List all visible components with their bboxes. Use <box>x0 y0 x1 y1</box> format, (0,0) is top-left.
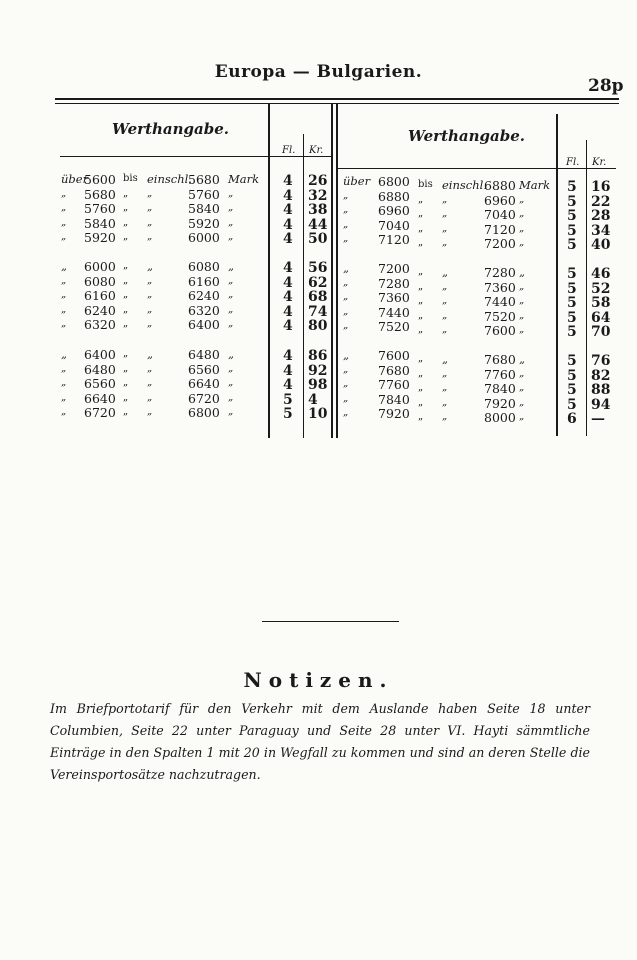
table-cell-to: 7920 <box>484 395 516 411</box>
table-cell-from: 6960 <box>378 203 410 218</box>
table-cell-fl: 4 <box>283 231 293 247</box>
table-cell-fl: 4 <box>283 303 293 320</box>
table-cell-fl: 4 <box>283 187 293 204</box>
table-cell-fl: 5 <box>283 406 293 422</box>
table-cell-mark: „ <box>228 362 234 374</box>
table-cell-incl: einschl. <box>147 172 192 186</box>
table-cell-from: 6720 <box>84 405 116 420</box>
table-cell-to: 5680 <box>188 172 220 187</box>
table-cell-mark: „ <box>519 309 525 321</box>
table-cell-kr: 74 <box>308 303 328 320</box>
col-divider <box>268 104 270 438</box>
table-cell-incl: „ <box>442 352 448 366</box>
table-cell-from: 6400 <box>84 347 116 362</box>
table-cell-over: „ <box>343 276 349 288</box>
table-cell-fl: 5 <box>567 193 577 210</box>
table-cell-kr: 44 <box>308 216 328 233</box>
table-cell-bis: „ <box>418 266 424 277</box>
table-cell-fl: 4 <box>283 377 293 393</box>
table-cell-to: 6880 <box>484 178 516 193</box>
table-cell-from: 7760 <box>378 377 410 392</box>
table-cell-fl: 5 <box>567 367 577 384</box>
table-cell-mark: „ <box>228 391 234 403</box>
table-cell-mark: „ <box>519 193 525 205</box>
table-cell-bis: „ <box>123 391 129 403</box>
table-cell-mark: „ <box>519 222 525 234</box>
table-cell-fl: 5 <box>567 266 577 282</box>
table-cell-kr: 68 <box>308 289 328 305</box>
table-cell-bis: „ <box>418 411 424 422</box>
table-cell-to: 6560 <box>188 361 220 377</box>
table-cell-bis: „ <box>418 367 424 379</box>
table-cell-mark: „ <box>228 318 234 329</box>
section-divider <box>262 621 399 622</box>
table-cell-incl: „ <box>147 289 153 300</box>
table-cell-to: 6320 <box>188 302 220 318</box>
table-cell-over: „ <box>61 216 67 228</box>
table-cell-incl: „ <box>442 411 448 422</box>
table-cell-incl: „ <box>442 396 448 408</box>
table-cell-incl: „ <box>442 265 448 279</box>
table-cell-kr: 52 <box>591 280 611 297</box>
table-cell-kr: 62 <box>308 274 328 291</box>
table-cell-kr: 22 <box>591 193 611 210</box>
table-cell-mark: „ <box>519 208 525 219</box>
table-cell-kr: 88 <box>591 382 611 398</box>
col-divider <box>586 140 587 436</box>
table-cell-kr: 70 <box>591 324 611 340</box>
table-cell-from: 6480 <box>84 361 116 377</box>
table-cell-fl: 5 <box>567 353 577 369</box>
table-cell-mark: „ <box>228 187 234 199</box>
table-cell-kr: 58 <box>591 295 611 311</box>
right-column-heading: Werthangabe. <box>408 127 525 145</box>
table-cell-from: 7520 <box>378 319 410 334</box>
table-cell-bis: „ <box>123 260 129 271</box>
table-cell-incl: „ <box>442 382 448 393</box>
table-cell-incl: „ <box>147 362 153 374</box>
table-cell-from: 5600 <box>84 172 116 187</box>
table-cell-over: „ <box>343 261 349 275</box>
table-cell-to: 6240 <box>188 288 220 303</box>
table-cell-over: „ <box>61 391 67 403</box>
table-cell-fl: 5 <box>567 324 577 340</box>
table-cell-mark: „ <box>519 352 525 366</box>
table-cell-mark: „ <box>519 367 525 379</box>
table-cell-fl: 4 <box>283 362 293 379</box>
table-cell-incl: „ <box>147 391 153 403</box>
table-cell-kr: 4 <box>308 391 318 408</box>
table-cell-fl: 4 <box>283 260 293 276</box>
table-cell-fl: 5 <box>567 237 577 253</box>
table-cell-kr: 28 <box>591 208 611 224</box>
table-cell-to: 8000 <box>484 410 516 425</box>
table-cell-mark: Mark <box>519 178 551 192</box>
table-top-rule <box>55 98 619 100</box>
table-cell-fl: 4 <box>283 202 293 218</box>
table-cell-incl: „ <box>147 231 153 242</box>
table-cell-to: 5760 <box>188 186 220 202</box>
table-cell-to: 7600 <box>484 323 516 338</box>
table-cell-kr: 38 <box>308 202 328 218</box>
table-cell-to: 6480 <box>188 347 220 362</box>
table-cell-over: „ <box>61 406 67 417</box>
table-cell-kr: 94 <box>591 396 611 413</box>
table-cell-mark: „ <box>519 280 525 292</box>
right-fl-heading: Fl. <box>566 157 580 168</box>
table-cell-bis: „ <box>418 193 424 205</box>
col-divider <box>303 134 304 438</box>
table-cell-kr: 98 <box>308 377 328 393</box>
table-cell-to: 7200 <box>484 236 516 251</box>
table-cell-bis: „ <box>418 309 424 321</box>
table-cell-mark: „ <box>228 377 234 388</box>
table-cell-from: 7600 <box>378 348 410 363</box>
table-cell-from: 5920 <box>84 230 116 245</box>
table-cell-bis: „ <box>418 237 424 248</box>
table-cell-incl: „ <box>147 318 153 329</box>
table-cell-from: 7840 <box>378 391 410 407</box>
table-cell-fl: 4 <box>283 289 293 305</box>
page-title: Europa — Bulgarien. <box>214 62 423 82</box>
table-cell-incl: „ <box>147 406 153 417</box>
table-header-rule-right <box>338 168 616 169</box>
table-cell-to: 6400 <box>188 317 220 332</box>
table-cell-kr: — <box>591 411 605 427</box>
table-cell-mark: „ <box>228 274 234 286</box>
table-cell-bis: „ <box>123 318 129 329</box>
table-cell-mark: „ <box>228 406 234 417</box>
table-cell-mark: Mark <box>228 172 260 186</box>
table-cell-over: „ <box>61 187 67 199</box>
right-kr-heading: Kr. <box>592 157 607 168</box>
table-cell-from: 5760 <box>84 201 116 216</box>
table-cell-from: 6000 <box>84 259 116 274</box>
table-header-rule <box>60 156 332 157</box>
table-cell-to: 7280 <box>484 265 516 280</box>
table-cell-bis: „ <box>418 324 424 335</box>
table-cell-mark: „ <box>519 411 525 422</box>
table-cell-over: „ <box>61 318 67 329</box>
table-cell-over: „ <box>61 289 67 300</box>
table-cell-incl: „ <box>442 324 448 335</box>
table-cell-mark: „ <box>228 231 234 242</box>
table-cell-bis: „ <box>123 289 129 300</box>
table-cell-bis: „ <box>123 231 129 242</box>
table-center-divider <box>331 104 333 438</box>
table-cell-from: 6320 <box>84 317 116 332</box>
table-cell-kr: 46 <box>591 266 611 282</box>
table-cell-to: 5840 <box>188 201 220 216</box>
table-cell-incl: „ <box>442 309 448 321</box>
table-cell-to: 7760 <box>484 366 516 382</box>
table-cell-bis: „ <box>123 187 129 199</box>
table-cell-incl: „ <box>147 187 153 199</box>
table-cell-fl: 5 <box>567 179 577 195</box>
table-cell-incl: „ <box>442 237 448 248</box>
table-cell-incl: „ <box>442 193 448 205</box>
table-cell-mark: „ <box>228 289 234 300</box>
table-cell-kr: 92 <box>308 362 328 379</box>
table-cell-bis: „ <box>418 396 424 408</box>
table-cell-incl: „ <box>147 216 153 228</box>
table-cell-to: 6640 <box>188 376 220 391</box>
table-cell-over: „ <box>343 204 349 215</box>
table-cell-fl: 5 <box>567 222 577 239</box>
page-number: 28p <box>588 76 624 96</box>
table-cell-mark: „ <box>228 303 234 315</box>
table-cell-from: 6240 <box>84 302 116 318</box>
table-cell-mark: „ <box>228 259 234 273</box>
table-cell-bis: bis <box>418 179 433 190</box>
table-cell-over: „ <box>343 218 349 230</box>
table-cell-incl: „ <box>147 202 153 213</box>
table-cell-kr: 80 <box>308 318 328 334</box>
table-cell-bis: „ <box>123 406 129 417</box>
table-cell-kr: 34 <box>591 222 611 239</box>
table-cell-from: 7200 <box>378 261 410 276</box>
table-cell-incl: „ <box>147 377 153 388</box>
table-cell-from: 6640 <box>84 390 116 406</box>
table-cell-bis: „ <box>418 353 424 364</box>
table-cell-bis: „ <box>123 303 129 315</box>
table-cell-over: „ <box>61 362 67 374</box>
table-cell-from: 6080 <box>84 273 116 289</box>
table-cell-from: 5680 <box>84 186 116 202</box>
table-cell-to: 7520 <box>484 308 516 324</box>
table-cell-kr: 10 <box>308 406 328 422</box>
table-cell-over: „ <box>61 377 67 388</box>
table-cell-to: 7840 <box>484 381 516 396</box>
table-cell-kr: 50 <box>308 231 328 247</box>
table-cell-over: „ <box>61 231 67 242</box>
table-cell-incl: „ <box>442 295 448 306</box>
table-cell-over: „ <box>343 320 349 331</box>
table-cell-over: „ <box>343 348 349 362</box>
table-cell-bis: „ <box>123 362 129 374</box>
table-cell-from: 7120 <box>378 232 410 247</box>
table-cell-from: 6560 <box>84 376 116 391</box>
table-cell-from: 5840 <box>84 215 116 231</box>
table-cell-over: „ <box>343 378 349 389</box>
table-cell-fl: 4 <box>283 216 293 233</box>
table-cell-incl: „ <box>147 259 153 273</box>
table-cell-kr: 32 <box>308 187 328 204</box>
table-cell-over: „ <box>61 202 67 213</box>
table-cell-kr: 76 <box>591 353 611 369</box>
table-cell-over: „ <box>61 259 67 273</box>
table-cell-mark: „ <box>519 237 525 248</box>
table-cell-fl: 4 <box>283 173 293 189</box>
table-cell-fl: 5 <box>567 396 577 413</box>
table-cell-kr: 40 <box>591 237 611 253</box>
table-cell-over: über <box>61 172 89 186</box>
table-cell-incl: „ <box>147 347 153 361</box>
notes-text: Im Briefportotarif für den Verkehr mit dem Auslande haben Seite 18 unter Columbien, Seite 22 unter Paraguay und Seite 28 unter VI. Hayti sämmtliche Einträge in den Spalten 1 mit 20 in Wegfall zu kommen und sind an deren Stelle die Vereinsportosätze nachzutragen. <box>50 701 590 782</box>
table-cell-over: „ <box>61 274 67 286</box>
table-cell-bis: „ <box>123 216 129 228</box>
table-cell-mark: „ <box>519 396 525 408</box>
table-cell-to: 6960 <box>484 192 516 208</box>
table-cell-kr: 26 <box>308 173 328 189</box>
table-cell-kr: 64 <box>591 309 611 326</box>
left-fl-heading: Fl. <box>282 145 296 156</box>
table-cell-from: 7280 <box>378 275 410 291</box>
table-cell-bis: „ <box>418 382 424 393</box>
table-cell-over: „ <box>343 392 349 404</box>
table-cell-incl: „ <box>147 274 153 286</box>
table-cell-from: 7920 <box>378 406 410 421</box>
table-cell-fl: 5 <box>567 382 577 398</box>
table-cell-fl: 5 <box>567 208 577 224</box>
table-cell-fl: 4 <box>283 318 293 334</box>
table-cell-fl: 5 <box>567 295 577 311</box>
table-cell-bis: „ <box>123 274 129 286</box>
table-cell-bis: „ <box>123 202 129 213</box>
table-cell-bis: „ <box>123 348 129 359</box>
table-cell-mark: „ <box>519 265 525 279</box>
table-cell-fl: 6 <box>567 411 577 427</box>
table-cell-fl: 5 <box>567 280 577 297</box>
table-cell-over: „ <box>61 303 67 315</box>
table-cell-incl: einschl. <box>442 178 487 192</box>
table-cell-mark: „ <box>519 324 525 335</box>
table-cell-to: 6000 <box>188 230 220 245</box>
table-cell-incl: „ <box>442 222 448 234</box>
table-cell-incl: „ <box>147 303 153 315</box>
table-cell-over: „ <box>343 407 349 418</box>
table-cell-incl: „ <box>442 367 448 379</box>
table-cell-to: 5920 <box>188 215 220 231</box>
table-cell-kr: 56 <box>308 260 328 276</box>
table-cell-from: 7040 <box>378 217 410 233</box>
table-cell-mark: „ <box>228 216 234 228</box>
table-cell-mark: „ <box>519 382 525 393</box>
table-cell-to: 6080 <box>188 259 220 274</box>
table-cell-fl: 5 <box>567 309 577 326</box>
table-cell-to: 7120 <box>484 221 516 237</box>
table-cell-fl: 5 <box>283 391 293 408</box>
table-cell-mark: „ <box>228 347 234 361</box>
table-cell-to: 6160 <box>188 273 220 289</box>
col-divider <box>556 114 558 436</box>
table-cell-from: 7360 <box>378 290 410 305</box>
table-cell-over: „ <box>343 363 349 375</box>
table-cell-from: 6880 <box>378 188 410 204</box>
table-cell-kr: 86 <box>308 348 328 364</box>
table-cell-fl: 4 <box>283 274 293 291</box>
table-cell-from: 7440 <box>378 304 410 320</box>
table-cell-over: über <box>343 174 371 188</box>
left-column-heading: Werthangabe. <box>112 120 229 138</box>
table-cell-incl: „ <box>442 208 448 219</box>
table-cell-mark: „ <box>228 202 234 213</box>
table-cell-kr: 16 <box>591 179 611 195</box>
table-cell-bis: bis <box>123 173 138 184</box>
table-cell-mark: „ <box>519 295 525 306</box>
table-cell-bis: „ <box>418 208 424 219</box>
table-cell-from: 6160 <box>84 288 116 303</box>
table-cell-over: „ <box>343 233 349 244</box>
table-cell-bis: „ <box>418 280 424 292</box>
table-cell-over: „ <box>343 291 349 302</box>
table-cell-to: 7680 <box>484 352 516 367</box>
table-cell-over: „ <box>343 189 349 201</box>
table-center-divider <box>336 104 338 438</box>
notes-title: Notizen. <box>243 668 394 692</box>
table-cell-over: „ <box>343 305 349 317</box>
table-cell-incl: „ <box>442 280 448 292</box>
table-cell-from: 7680 <box>378 362 410 378</box>
table-cell-fl: 4 <box>283 348 293 364</box>
table-cell-bis: „ <box>418 222 424 234</box>
table-cell-kr: 82 <box>591 367 611 384</box>
table-cell-bis: „ <box>418 295 424 306</box>
table-cell-bis: „ <box>123 377 129 388</box>
table-cell-to: 7040 <box>484 207 516 222</box>
table-cell-to: 6800 <box>188 405 220 420</box>
table-cell-from: 6800 <box>378 174 410 189</box>
table-cell-over: „ <box>61 347 67 361</box>
table-cell-to: 6720 <box>188 390 220 406</box>
table-cell-to: 7440 <box>484 294 516 309</box>
table-cell-to: 7360 <box>484 279 516 295</box>
left-kr-heading: Kr. <box>309 145 324 156</box>
